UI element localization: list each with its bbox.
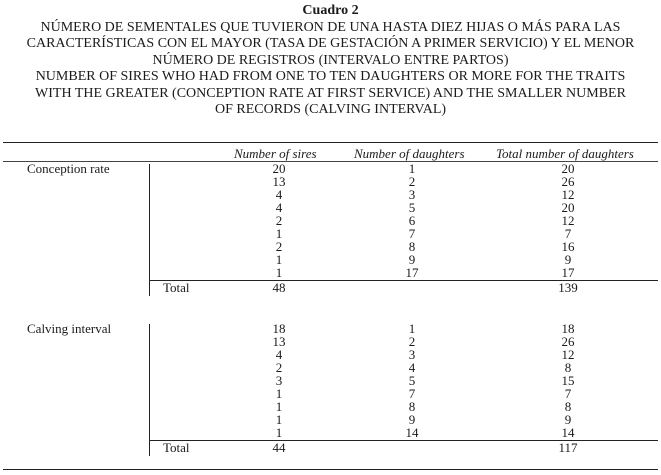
table-cell: 5 xyxy=(408,200,416,215)
table-cell: 4 xyxy=(275,347,283,362)
table-cell: 1 xyxy=(275,425,283,440)
total-label: Total xyxy=(163,280,190,295)
caption-spanish-line-3: NÚMERO DE REGISTROS (INTERVALO ENTRE PARTOS) xyxy=(152,52,509,68)
group-label: Calving interval xyxy=(27,321,112,336)
table-top-rule xyxy=(3,142,658,143)
table-cell: 1 xyxy=(275,226,283,241)
table-cell: 15 xyxy=(561,373,575,388)
table-cell: 4 xyxy=(408,360,416,375)
table-cell: 26 xyxy=(561,334,575,349)
table-cell: 7 xyxy=(564,226,572,241)
table-cell: 7 xyxy=(408,226,416,241)
table-cell: 9 xyxy=(564,252,572,267)
total-daughters: 117 xyxy=(558,440,578,455)
table-cell: 3 xyxy=(408,187,416,202)
table-cell: 12 xyxy=(561,347,575,362)
caption-spanish-line-2: CARACTERÍSTICAS CON EL MAYOR (TASA DE GESTACIÓN A PRIMER SERVICIO) Y EL MENOR xyxy=(26,36,635,51)
table-cell: 9 xyxy=(564,412,572,427)
table-cell: 2 xyxy=(275,239,283,254)
table-cell: 2 xyxy=(408,174,416,189)
header-number-of-daughters: Number of daughters xyxy=(354,146,465,161)
table-cell: 18 xyxy=(272,321,286,336)
table-cell: 13 xyxy=(272,334,286,349)
total-sires: 48 xyxy=(272,280,286,295)
table-cell: 8 xyxy=(408,239,416,254)
total-sires: 44 xyxy=(272,440,286,455)
table-cell: 1 xyxy=(275,265,283,280)
table-cell: 9 xyxy=(408,412,416,427)
table-cell: 8 xyxy=(564,399,572,414)
table-cell: 6 xyxy=(408,213,416,228)
caption-english-line-3: OF RECORDS (CALVING INTERVAL) xyxy=(214,102,447,117)
table-cell: 14 xyxy=(561,425,575,440)
group-vertical-rule xyxy=(149,164,150,296)
table-cell: 4 xyxy=(275,187,283,202)
total-separator-rule xyxy=(149,440,658,441)
table-cell: 2 xyxy=(275,360,283,375)
table-cell: 20 xyxy=(561,161,575,176)
table-cell: 4 xyxy=(275,200,283,215)
table-cell: 16 xyxy=(561,239,575,254)
table-cell: 13 xyxy=(272,174,286,189)
header-total-daughters: Total number of daughters xyxy=(496,146,634,161)
table-cell: 1 xyxy=(408,321,416,336)
table-cell: 3 xyxy=(275,373,283,388)
total-daughters: 139 xyxy=(558,280,578,295)
table-cell: 17 xyxy=(561,265,575,280)
table-cell: 3 xyxy=(408,347,416,362)
table-cell: 1 xyxy=(275,252,283,267)
caption-english-line-2: WITH THE GREATER (CONCEPTION RATE AT FIRST SERVICE) AND THE SMALLER NUMBER xyxy=(35,85,626,101)
table-bottom-rule xyxy=(3,469,658,470)
table-cell: 1 xyxy=(275,386,283,401)
total-separator-rule xyxy=(149,280,658,281)
table-cell: 12 xyxy=(561,187,575,202)
group-label: Conception rate xyxy=(27,161,110,176)
total-label: Total xyxy=(163,440,190,455)
table-cell: 8 xyxy=(408,399,416,414)
table-cell: 17 xyxy=(405,265,419,280)
table-cell: 20 xyxy=(561,200,575,215)
table-cell: 1 xyxy=(275,399,283,414)
table-cell: 7 xyxy=(564,386,572,401)
group-vertical-rule xyxy=(149,324,150,456)
table-cell: 20 xyxy=(272,161,286,176)
header-number-of-sires: Number of sires xyxy=(234,146,317,161)
table-cell: 12 xyxy=(561,213,575,228)
caption-english-line-1: NUMBER OF SIRES WHO HAD FROM ONE TO TEN DAUGHTERS OR MORE FOR THE TRAITS xyxy=(35,69,626,84)
table-cell: 7 xyxy=(408,386,416,401)
table-cell: 14 xyxy=(405,425,419,440)
caption-spanish-line-1: NÚMERO DE SEMENTALES QUE TUVIERON DE UNA HASTA DIEZ HIJAS O MÁS PARA LAS xyxy=(40,19,621,35)
table-cell: 18 xyxy=(561,321,575,336)
caption-title: Cuadro 2 xyxy=(302,3,359,18)
table-cell: 5 xyxy=(408,373,416,388)
table-cell: 8 xyxy=(564,360,572,375)
table-cell: 1 xyxy=(408,161,416,176)
table-cell: 26 xyxy=(561,174,575,189)
table-cell: 2 xyxy=(408,334,416,349)
table-cell: 2 xyxy=(275,213,283,228)
table-cell: 9 xyxy=(408,252,416,267)
table-cell: 1 xyxy=(275,412,283,427)
table-caption xyxy=(0,0,661,119)
